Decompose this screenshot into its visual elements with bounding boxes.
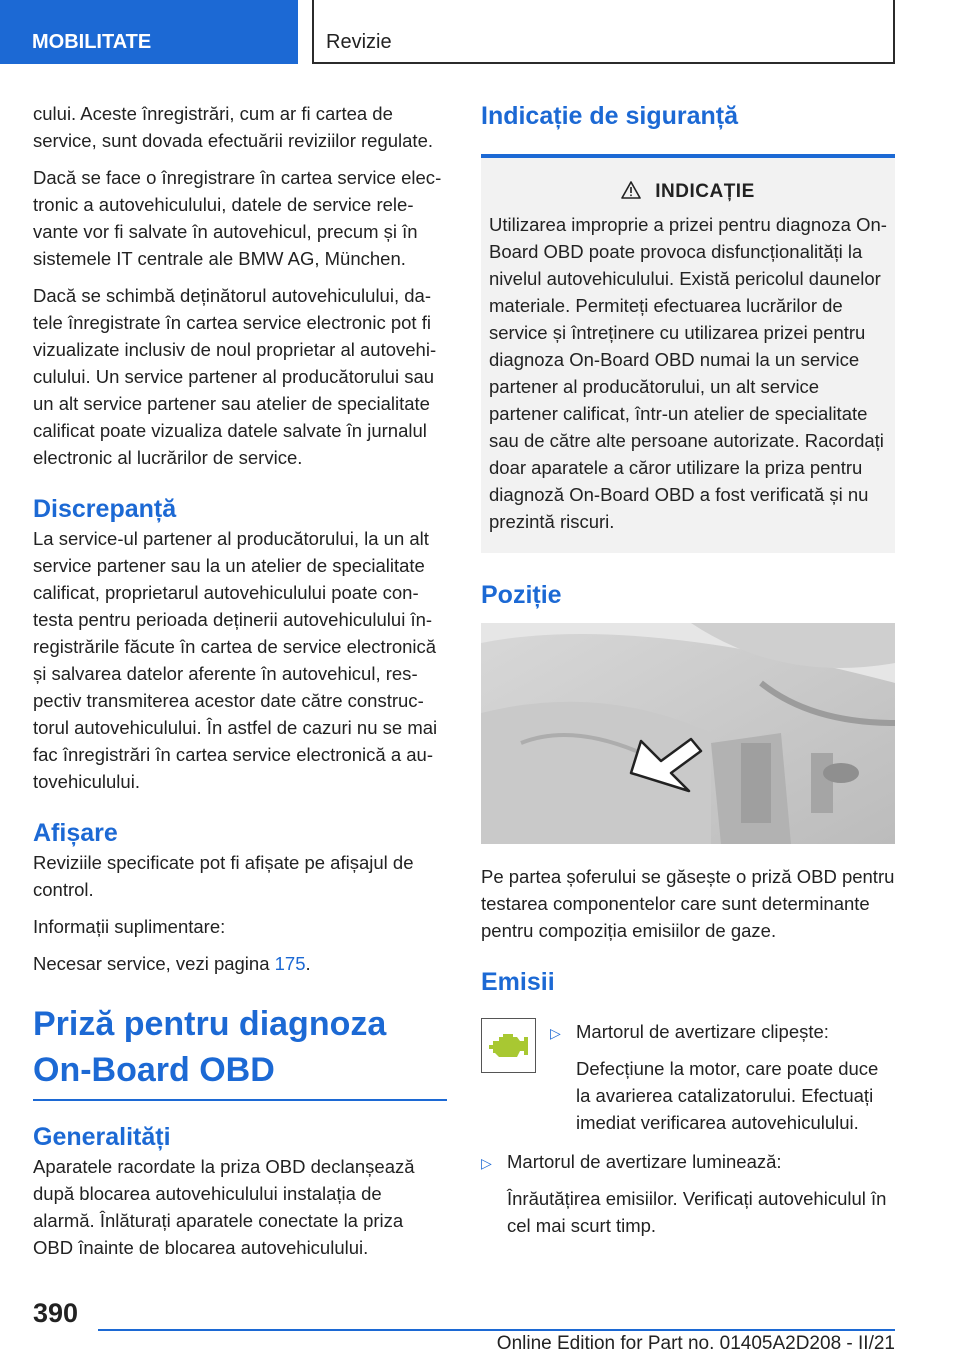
warning-box (481, 154, 895, 553)
heading-discrepanta: Discrepanță (33, 495, 177, 523)
heading-indicatie: Indicație de siguranță (481, 102, 739, 130)
paragraph: Reviziile specificate pot fi afișate pe afișajul de control. (33, 852, 414, 900)
chapter-tab: Revizie (312, 0, 895, 64)
warning-title (489, 178, 887, 205)
paragraph: Dacă se schimbă deținătorul autovehiculului, datele înregistrate în cartea service electronic pot fi vizualizate inclusiv de noul proprietar al autovehiculului. Un service partener al producătorului sau un alt service partener sau atelier de specialitate calificat poate vizualiza datele salvate în jurnalul electronic al lucrărilor de service. (33, 285, 437, 468)
bullet-triangle-icon: ▷ (550, 1025, 561, 1041)
engine-warning-icon (487, 1029, 531, 1063)
warning-triangle-icon (621, 181, 641, 199)
warning-text: Utilizarea improprie a prizei pentru diagnoza On-Board OBD poate provoca disfuncționalități la nivelul autovehiculului. Există pericolul daunelor materiale. Permiteți efectuarea lucrărilor de service și întreținere cu utilizarea prizei pentru diagnoza On-Board OBD numai la un service partener al producătorului, un alt service partener calificat, într-un atelier de specialitate sau de către alte persoane autorizate. Racordați doar aparatele a căror utilizare la priza pentru diagnoză On-Board OBD a fost verificată și nu prezintă riscuri. (489, 214, 887, 532)
item-title: Martorul de avertizare luminează: (507, 1151, 782, 1172)
paragraph (33, 950, 447, 977)
heading-obd: Priză pentru diagnoza On-Board OBD (33, 1005, 387, 1089)
footer-rule (98, 1329, 895, 1331)
page-number: 390 (33, 1298, 79, 1328)
emisii-item-2 (481, 1148, 895, 1239)
footer-edition: Online Edition for Part no. 01405A2D208 - II/21 (496, 1333, 895, 1354)
item-title: Martorul de avertizare clipește: (576, 1021, 829, 1042)
engine-warning-box (481, 1018, 536, 1073)
heading-pozitie: Poziție (481, 581, 562, 609)
bullet-triangle-icon: ▷ (481, 1155, 492, 1171)
obd-location-photo (481, 623, 895, 844)
heading-afisare: Afișare (33, 819, 118, 847)
paragraph: Pe partea șoferului se găsește o priză OBD pentru testarea componentelor care sunt determinante pentru compoziția emisiilor de gaze. (481, 866, 895, 941)
paragraph: Dacă se face o înregistrare în cartea service electronic a autovehiculului, datele de service relevante vor fi salvate în autovehicul, precum și în sistemele IT centrale ale BMW AG, München. (33, 167, 442, 269)
right-column (481, 100, 895, 1239)
emisii-item-1 (550, 1018, 895, 1136)
period: . (305, 953, 311, 974)
left-column (33, 100, 447, 1271)
paragraph: Informații suplimentare: (33, 916, 226, 937)
paragraph: La service-ul partener al producătorului, la un alt service partener sau la un atelier de specialitate calificat, proprietarul autovehiculului poate contesta pentru perioada deținerii autovehiculului înregistrările făcute în cartea de service electronică și salvarea datelor aferente în autovehicul, respectiv transmiterea acestor date către constructorul autovehiculului. În astfel de cazuri nu se mai fac înregistrări în cartea service electronică a autovehiculului. (33, 528, 438, 792)
section-tab: MOBILITATE (0, 0, 298, 64)
paragraph: cului. Aceste înregistrări, cum ar fi cartea de service, sunt dovada efectuării reviziilor regulate. (33, 103, 433, 151)
item-text: Înrăutățirea emisiilor. Verificați autovehiculul în cel mai scurt timp. (507, 1188, 887, 1236)
heading-generalitati: Generalități (33, 1123, 171, 1151)
service-ref-text: Necesar service, vezi pagina (33, 953, 275, 974)
warning-label: INDICAȚIE (655, 181, 755, 202)
obd-title-block (33, 1001, 447, 1101)
page-link[interactable]: 175 (274, 953, 306, 974)
paragraph: Aparatele racordate la priza OBD declanșează după blocarea autovehiculului instalația de alarmă. Înlăturați aparatele conectate la priza OBD înainte de blocarea autovehiculului. (33, 1156, 415, 1258)
item-text: Defecțiune la motor, care poate duce la avarierea catalizatorului. Efectuați imediat verificarea autovehiculului. (576, 1058, 879, 1133)
emisii-row (481, 1018, 895, 1136)
heading-emisii: Emisii (481, 968, 555, 996)
